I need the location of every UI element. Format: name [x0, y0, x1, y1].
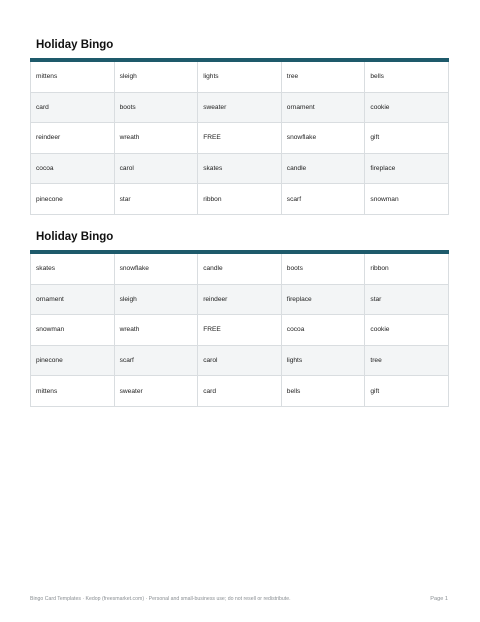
- bingo-cell: skates: [31, 254, 115, 285]
- bingo-cell: snowman: [365, 184, 449, 215]
- bingo-card-1: [30, 38, 449, 215]
- bingo-cell: carol: [115, 154, 199, 185]
- bingo-cell: pinecone: [31, 184, 115, 215]
- bingo-cell: scarf: [282, 184, 366, 215]
- bingo-cell: star: [365, 285, 449, 316]
- bingo-cell: gift: [365, 376, 449, 407]
- bingo-cell: ornament: [31, 285, 115, 316]
- bingo-cell: bells: [282, 376, 366, 407]
- bingo-card-2: [30, 230, 449, 407]
- bingo-cell: star: [115, 184, 199, 215]
- bingo-cell: reindeer: [31, 123, 115, 154]
- bingo-cell: reindeer: [198, 285, 282, 316]
- bingo-cell: sweater: [115, 376, 199, 407]
- bingo-cell: ribbon: [365, 254, 449, 285]
- footer-credit: Bingo Card Templates · Kedop (freesmarket.com) · Personal and small-business use; do not resell or redistribute.: [30, 596, 291, 602]
- bingo-cell: pinecone: [31, 346, 115, 377]
- bingo-grid: [30, 254, 449, 407]
- bingo-cell: gift: [365, 123, 449, 154]
- bingo-grid: [30, 62, 449, 215]
- bingo-cell: mittens: [31, 376, 115, 407]
- bingo-cell: card: [31, 93, 115, 124]
- bingo-cell: ornament: [282, 93, 366, 124]
- bingo-cell: mittens: [31, 62, 115, 93]
- bingo-cell: fireplace: [282, 285, 366, 316]
- page-number: Page 1: [430, 596, 448, 602]
- bingo-cell: carol: [198, 346, 282, 377]
- card-title: Holiday Bingo: [36, 39, 114, 51]
- bingo-cell: snowflake: [282, 123, 366, 154]
- bingo-cell: bells: [365, 62, 449, 93]
- bingo-cell: boots: [282, 254, 366, 285]
- bingo-cell: tree: [365, 346, 449, 377]
- free-space-cell: FREE: [198, 123, 282, 154]
- bingo-cell: lights: [282, 346, 366, 377]
- bingo-cell: sleigh: [115, 285, 199, 316]
- bingo-cell: cocoa: [31, 154, 115, 185]
- bingo-cell: cookie: [365, 93, 449, 124]
- bingo-cell: fireplace: [365, 154, 449, 185]
- bingo-cell: wreath: [115, 123, 199, 154]
- bingo-cell: snowflake: [115, 254, 199, 285]
- bingo-cell: candle: [282, 154, 366, 185]
- bingo-cell: skates: [198, 154, 282, 185]
- bingo-cell: boots: [115, 93, 199, 124]
- bingo-cell: ribbon: [198, 184, 282, 215]
- bingo-cell: cookie: [365, 315, 449, 346]
- card-title: Holiday Bingo: [36, 231, 114, 243]
- bingo-cell: tree: [282, 62, 366, 93]
- bingo-cell: cocoa: [282, 315, 366, 346]
- bingo-cell: sleigh: [115, 62, 199, 93]
- bingo-cell: candle: [198, 254, 282, 285]
- free-space-cell: FREE: [198, 315, 282, 346]
- bingo-cell: lights: [198, 62, 282, 93]
- bingo-cell: sweater: [198, 93, 282, 124]
- bingo-cell: wreath: [115, 315, 199, 346]
- bingo-cell: scarf: [115, 346, 199, 377]
- bingo-cell: card: [198, 376, 282, 407]
- bingo-cell: snowman: [31, 315, 115, 346]
